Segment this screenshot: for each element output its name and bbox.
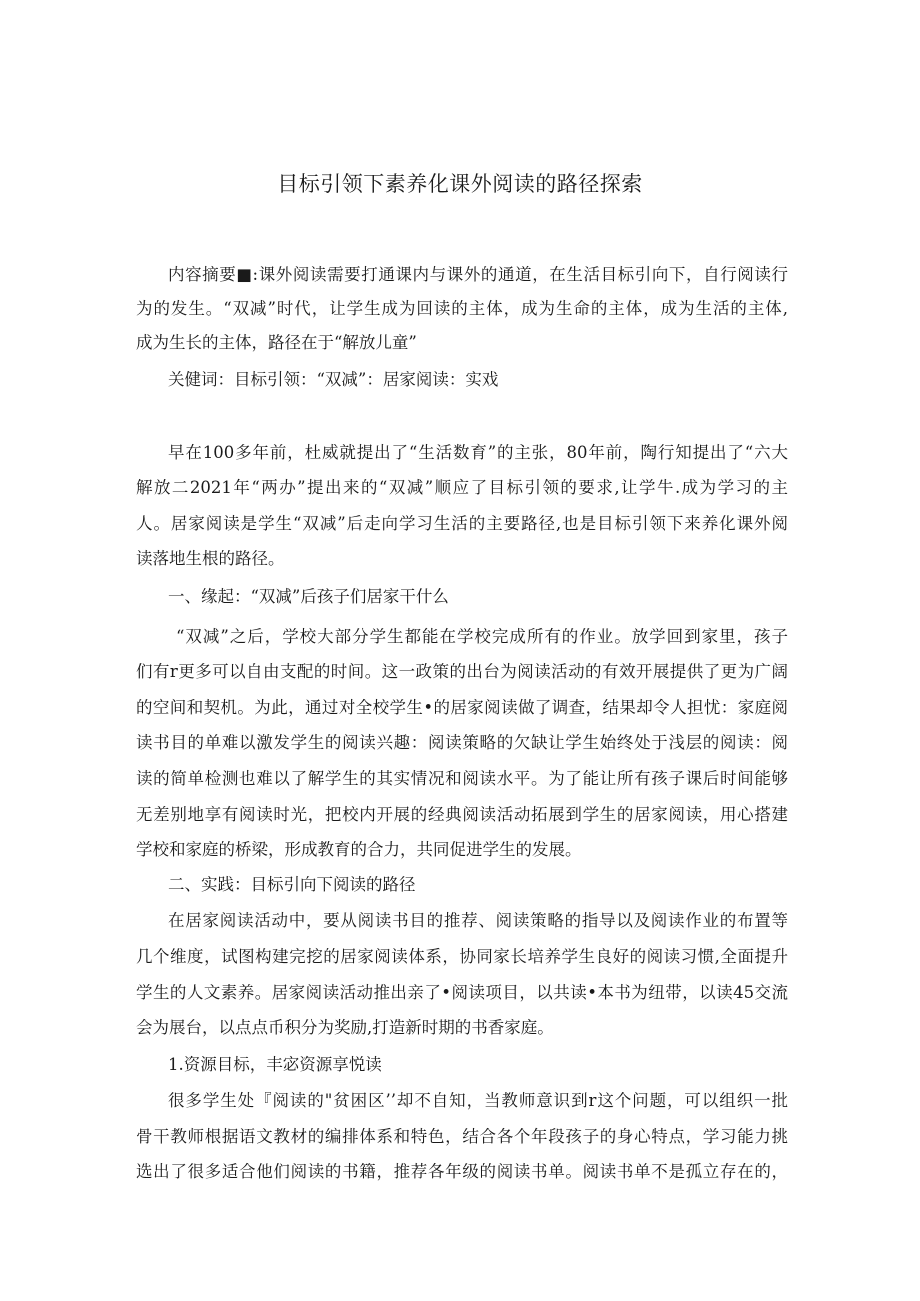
section2-line-4: 会为展台，以点点币积分为奖励,打造新时期的书香家庭。	[136, 1018, 554, 1037]
section-heading-1: 一、缘起：“双减”后孩子们居家干什么	[168, 587, 449, 606]
section1-line-3: 的空间和契机。为此，通过对全校学生•的居家阅读做了调查，结果却令人担忧：家庭阅	[136, 698, 788, 717]
keywords-line: 关健词：目标引领：“双减”：居家阅读：实戏	[168, 370, 499, 389]
abstract-line-2: 为的发生。“双减”时代，让学生成为回读的主体，成为生命的主体，成为生活的主体,	[136, 299, 788, 318]
section1-line-1: “双减”之后，学校大部分学生都能在学校完成所有的作业。放学回到家里，孩子	[176, 627, 788, 646]
intro-line-4: 读落地生根的路径。	[136, 549, 285, 568]
section2-line-3: 学生的人文素养。居家阅读活动推出亲了•阅读项目，以共读•本书为纽带，以读45交流	[136, 983, 788, 1002]
subsection1-line-3: 选出了很多适合他们阅读的书籍，推荐各年级的阅读书单。阅读书单不是孤立存在的，	[136, 1162, 788, 1181]
document-title: 目标引领下素养化课外阅读的路径探索	[277, 172, 643, 196]
section1-line-6: 无差别地享有阅读时光，把校内开展的经典阅读活动拓展到学生的居家阅读，用心搭建	[136, 805, 788, 824]
section1-line-7: 学校和家庭的桥梁，形成教育的合力，共同促进学生的发展。	[136, 840, 582, 859]
section2-line-2: 几个维度，试图构建完挖的居家阅读体系，协同家长培养学生良好的阅读习惯,全面提升	[136, 947, 788, 966]
abstract-line-3: 成为生长的主体，路径在于“解放儿童”	[136, 333, 417, 352]
section-heading-2: 二、实践：目标引向下阅读的路径	[168, 875, 416, 894]
intro-line-2: 解放二2021年“两办”提出来的“双减”顺应了目标引领的要求,让学牛.成为学习的主	[136, 478, 788, 497]
section1-line-4: 读书目的单难以激发学生的阅读兴趣：阅读策略的欠缺让学生始终处于浅层的阅读：阅	[136, 733, 788, 752]
section2-line-1: 在居家阅读活动中，要从阅读书目的推荐、阅读策略的指导以及阅读作业的布置等	[168, 911, 788, 930]
section1-line-5: 读的简单检测也难以了解学生的其实情况和阅读水平。为了能让所有孩子课后时间能够	[136, 769, 788, 788]
abstract-line-1: 内容摘要■:课外阅读需要打通课内与课外的通道，在生活目标引向下，自行阅读行	[168, 265, 788, 284]
intro-line-3: 人。居家阅读是学生“双减”后走向学习生活的主要路径,也是目标引领下来养化课外阅	[136, 514, 788, 533]
section1-line-2: 们有r更多可以自由支配的时间。这一政策的出台为阅读活动的有效开展提供了更为广阔	[136, 662, 788, 681]
intro-line-1: 早在100多年前，杜威就提出了“生活数育”的主张，80年前，陶行知提出了“六大	[168, 443, 788, 462]
subsection1-line-1: 很多学生处『阅读的"贫困区’’却不自知，当教师意识到r这个问题，可以组织一批	[168, 1091, 788, 1110]
subsection1-line-2: 骨干教师根据语文教材的编排体系和特色，结合各个年段孩子的身心特点，学习能力挑	[136, 1127, 788, 1146]
subsection-heading-1: 1.资源目标，丰宓资源享悦读	[168, 1055, 382, 1074]
